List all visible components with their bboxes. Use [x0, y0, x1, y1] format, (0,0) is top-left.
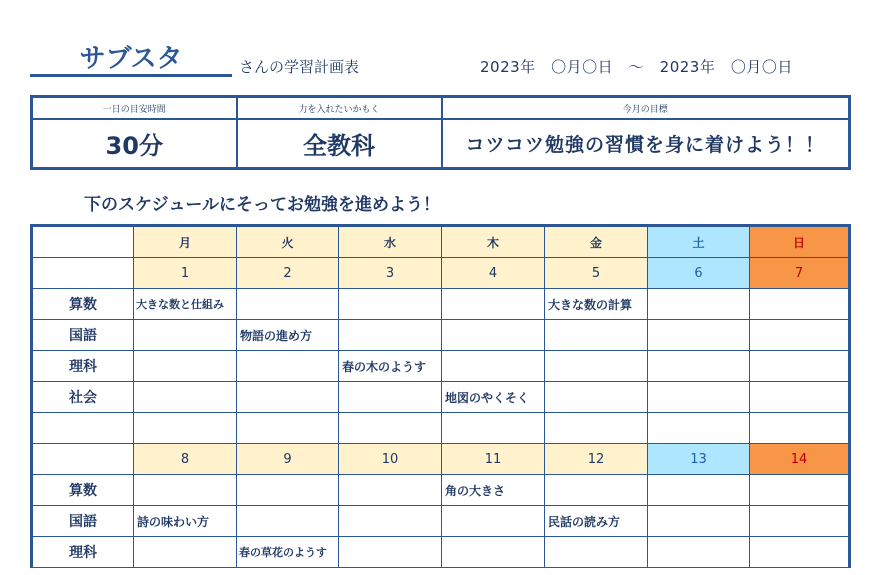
topic-cell [648, 475, 750, 506]
topic-cell [237, 413, 339, 444]
topic-cell [134, 320, 237, 351]
schedule-instruction: 下のスケジュールにそってお勉強を進めよう！ [84, 195, 440, 215]
topic-cell [648, 506, 750, 537]
topic-cell [237, 506, 339, 537]
topic-cell: 物語の進め方 [237, 320, 339, 351]
weekday-cell: 土 [648, 226, 750, 258]
topic-cell: 春の草花のようす [237, 537, 339, 568]
corner-cell [32, 226, 134, 258]
weekday-cell: 金 [545, 226, 648, 258]
date-cell: 4 [442, 258, 545, 289]
topic-cell [442, 351, 545, 382]
subject-row [32, 413, 850, 444]
topic-cell [237, 475, 339, 506]
focus-subject-value: 全教科 [237, 119, 442, 169]
topic-cell: 春の木のようす [339, 351, 442, 382]
plan-title: さんの学習計画表 [239, 58, 360, 76]
topic-cell [442, 506, 545, 537]
subject-name: 国語 [32, 320, 134, 351]
topic-cell: 角の大きさ [442, 475, 545, 506]
topic-cell [545, 413, 648, 444]
topic-cell [545, 382, 648, 413]
date-cell: 6 [648, 258, 750, 289]
topic-cell [134, 475, 237, 506]
date-cell: 3 [339, 258, 442, 289]
subject-name: 理科 [32, 537, 134, 568]
date-cell: 13 [648, 444, 750, 475]
topic-cell [339, 475, 442, 506]
topic-cell [339, 537, 442, 568]
topic-cell [750, 382, 850, 413]
topic-cell [545, 320, 648, 351]
date-cell: 8 [134, 444, 237, 475]
subject-row [32, 506, 850, 537]
topic-cell [648, 320, 750, 351]
focus-subject-label: 力を入れたいかもく [237, 97, 442, 120]
topic-cell [750, 413, 850, 444]
topic-cell [648, 382, 750, 413]
goals-table [30, 95, 851, 170]
topic-cell [339, 413, 442, 444]
daily-time-value: 30分 [32, 119, 237, 169]
topic-cell [339, 320, 442, 351]
subject-row [32, 289, 850, 320]
subject-name [32, 413, 134, 444]
topic-cell [648, 537, 750, 568]
schedule-table [30, 224, 851, 568]
date-cell: 5 [545, 258, 648, 289]
topic-cell: 詩の味わい方 [134, 506, 237, 537]
date-cell: 12 [545, 444, 648, 475]
subject-name: 理科 [32, 351, 134, 382]
date-cell: 14 [750, 444, 850, 475]
topic-cell [134, 382, 237, 413]
date-row [32, 444, 850, 475]
topic-cell [442, 289, 545, 320]
topic-cell: 民話の読み方 [545, 506, 648, 537]
weekday-cell: 火 [237, 226, 339, 258]
topic-cell [750, 475, 850, 506]
topic-cell [648, 351, 750, 382]
date-cell: 2 [237, 258, 339, 289]
subject-name: 算数 [32, 289, 134, 320]
topic-cell [648, 413, 750, 444]
date-row-label [32, 258, 134, 289]
subject-row [32, 382, 850, 413]
topic-cell [134, 537, 237, 568]
subject-row [32, 475, 850, 506]
date-cell: 1 [134, 258, 237, 289]
date-cell: 9 [237, 444, 339, 475]
subject-row [32, 320, 850, 351]
subject-name: 社会 [32, 382, 134, 413]
monthly-goal-label: 今月の目標 [442, 97, 850, 120]
topic-cell [750, 351, 850, 382]
monthly-goal-value: コツコツ勉強の習慣を身に着けよう！！ [442, 119, 850, 169]
date-row-label [32, 444, 134, 475]
topic-cell [237, 351, 339, 382]
date-cell: 7 [750, 258, 850, 289]
subject-name: 算数 [32, 475, 134, 506]
topic-cell [750, 289, 850, 320]
topic-cell [545, 475, 648, 506]
weekday-cell: 月 [134, 226, 237, 258]
weekday-cell: 日 [750, 226, 850, 258]
plan-period: 2023年 〇月〇日 ～ 2023年 〇月〇日 [480, 58, 793, 76]
topic-cell: 大きな数と仕組み [134, 289, 237, 320]
topic-cell [339, 289, 442, 320]
topic-cell [339, 506, 442, 537]
topic-cell [237, 382, 339, 413]
topic-cell [750, 320, 850, 351]
topic-cell [750, 537, 850, 568]
topic-cell [442, 320, 545, 351]
weekday-cell: 水 [339, 226, 442, 258]
topic-cell: 地図のやくそく [442, 382, 545, 413]
topic-cell [134, 351, 237, 382]
daily-time-label: 一日の目安時間 [32, 97, 237, 120]
topic-cell [339, 382, 442, 413]
topic-cell [134, 413, 237, 444]
topic-cell [442, 537, 545, 568]
student-name: サブスタ [30, 44, 232, 77]
weekday-cell: 木 [442, 226, 545, 258]
topic-cell: 大きな数の計算 [545, 289, 648, 320]
date-row [32, 258, 850, 289]
topic-cell [750, 506, 850, 537]
date-cell: 11 [442, 444, 545, 475]
weekday-header-row [32, 226, 850, 258]
topic-cell [237, 289, 339, 320]
subject-row [32, 537, 850, 568]
topic-cell [648, 289, 750, 320]
subject-name: 国語 [32, 506, 134, 537]
topic-cell [545, 351, 648, 382]
topic-cell [442, 413, 545, 444]
subject-row [32, 351, 850, 382]
date-cell: 10 [339, 444, 442, 475]
topic-cell [545, 537, 648, 568]
